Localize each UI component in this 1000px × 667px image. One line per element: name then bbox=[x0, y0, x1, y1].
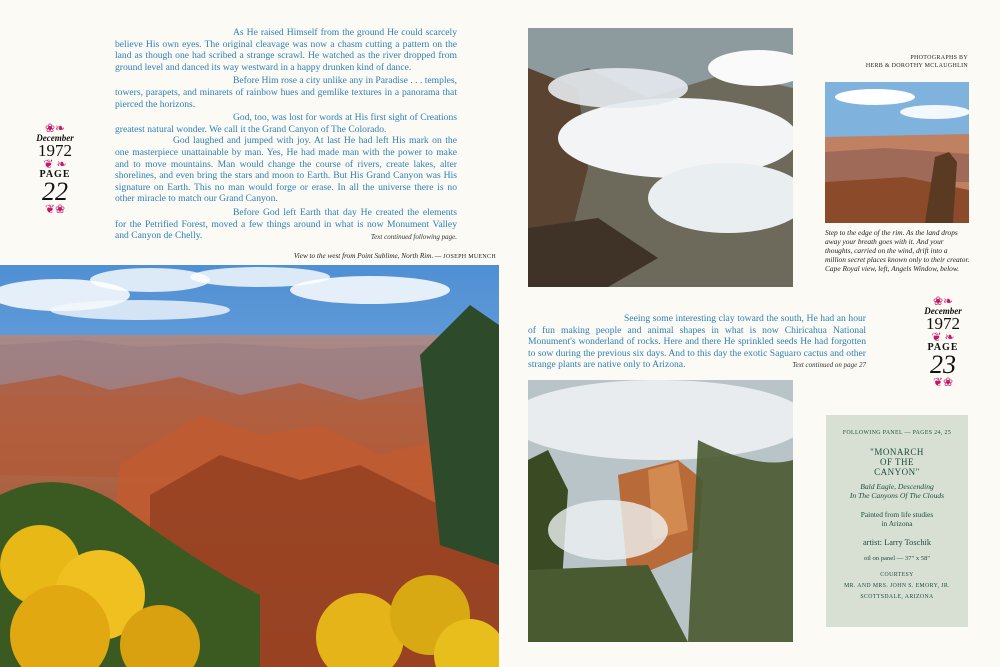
badge-page-label: PAGE bbox=[39, 169, 71, 180]
credit-line-1: PHOTOGRAPHS BY bbox=[910, 55, 968, 61]
swirl-ornament-icon: ❦ ❧ bbox=[931, 330, 955, 344]
panel-header: FOLLOWING PANEL — PAGES 24, 25 bbox=[842, 430, 952, 436]
story-paragraph: As He raised Himself from the ground He could scarcely believe His own eyes. The original cleavage was now a chasm cutting a pattern on the land as though one had scribed a strange scrawl. He watched as the river dropped from ground level and danced its way westward in a happy drunken kind of dance. bbox=[115, 27, 457, 73]
grand-canyon-north-rim-photo bbox=[0, 265, 499, 667]
photographs-credit bbox=[810, 55, 968, 69]
panel-courtesy: COURTESY bbox=[880, 571, 914, 578]
swirl-ornament-icon: ❦❀ bbox=[44, 202, 66, 216]
badge-year: 1972 bbox=[926, 314, 960, 333]
story-paragraph: God, too, was lost for words at His first sight of Creations greatest natural wonder. We call it the Grand Canyon of The Colorado. bbox=[115, 112, 457, 135]
swirl-ornament-icon: ❦ ❧ bbox=[43, 157, 67, 171]
caption-text: View to the west from Point Sublime, North Rim. — bbox=[293, 252, 442, 260]
swirl-ornament-icon: ❀❧ bbox=[44, 121, 66, 135]
badge-page-label: PAGE bbox=[927, 342, 959, 353]
panel-studies-line-1: Painted from life studies bbox=[860, 509, 934, 519]
badge-page-number: 23 bbox=[930, 350, 956, 379]
continued-note: Text continued following page. bbox=[370, 232, 457, 241]
left-photo-caption bbox=[180, 252, 496, 262]
badge-year: 1972 bbox=[38, 141, 72, 160]
story-paragraph: Before Him rose a city unlike any in Paradise . . . temples, towers, parapets, and minarets of rainbow hues and gemlike textures in a panorama that pierced the horizons. bbox=[115, 75, 457, 110]
panel-studies-line-2: in Arizona bbox=[881, 518, 913, 528]
badge-month: December bbox=[36, 133, 74, 143]
page-badge-right bbox=[918, 296, 968, 387]
story-paragraph: Seeing some interesting clay toward the south, He had an hour of fun making people and animal shapes in what is now Chiricahua National Monument's wonderland of rocks. Here and there He sprinkled seeds He had forgotten to sow during the previous six days. And to this day the exotic Saguaro cactus and other strange plants are native only to Arizona. bbox=[528, 313, 866, 371]
credit-line-2: HERB & DOROTHY MCLAUGHLIN bbox=[865, 63, 968, 69]
panel-subtitle-line-1: Bald Eagle, Descending bbox=[860, 482, 934, 491]
badge-page-number: 22 bbox=[42, 177, 68, 206]
right-story-text bbox=[528, 313, 866, 372]
small-photo-caption: Step to the edge of the rim. As the land drops away your breath goes with it. And your thoughts, carried on the wind, drift into a million secret places known only to their creator. Cape Royal view, left, Angels Window, below. bbox=[825, 228, 970, 273]
panel-title-line-3: CANYON" bbox=[874, 467, 920, 477]
page-badge-left bbox=[30, 123, 80, 214]
swirl-ornament-icon: ❦❀ bbox=[932, 375, 954, 389]
story-paragraph: Before God left Earth that day He created the elements for the Petrified Forest, moved a few things around in what is now Monument Valley and Canyon de Chelly. bbox=[115, 206, 457, 242]
misty-canyon-photo bbox=[528, 380, 793, 642]
angels-window-photo bbox=[825, 82, 969, 223]
panel-artist: artist: Larry Toschik bbox=[862, 537, 932, 547]
panel-subtitle-line-2: In The Canyons Of The Clouds bbox=[849, 491, 945, 501]
continued-note: Text continued on page 27 bbox=[792, 360, 866, 369]
badge-month: December bbox=[924, 306, 962, 316]
panel-title-line-1: "MONARCH bbox=[870, 447, 924, 457]
swirl-ornament-icon: ❀❧ bbox=[932, 294, 954, 308]
photo-credit: JOSEPH MUENCH bbox=[443, 254, 496, 260]
panel-medium: oil on panel — 37" x 58" bbox=[863, 554, 931, 562]
panel-owner: MR. AND MRS. JOHN S. EMORY, JR. bbox=[844, 582, 950, 589]
left-story-text bbox=[115, 27, 457, 243]
panel-location: SCOTTSDALE, ARIZONA bbox=[860, 593, 934, 600]
clouds-in-canyon-photo bbox=[528, 28, 793, 287]
panel-title-line-2: OF THE bbox=[879, 457, 915, 467]
story-paragraph: God laughed and jumped with joy. At last He had left His mark on the one masterpiece unattainable by man. Yes, He had made man with the power to make and to move mountains. Man would change the course of rivers, create lakes, alter shorelines, and even bring the stars and moon to Earth. But His Grand Canyon was His signature on Earth. This no man would forge or erase. In all the universe there is no other miracle to match our Grand Canyon. bbox=[115, 135, 457, 205]
following-panel-box bbox=[826, 415, 968, 627]
